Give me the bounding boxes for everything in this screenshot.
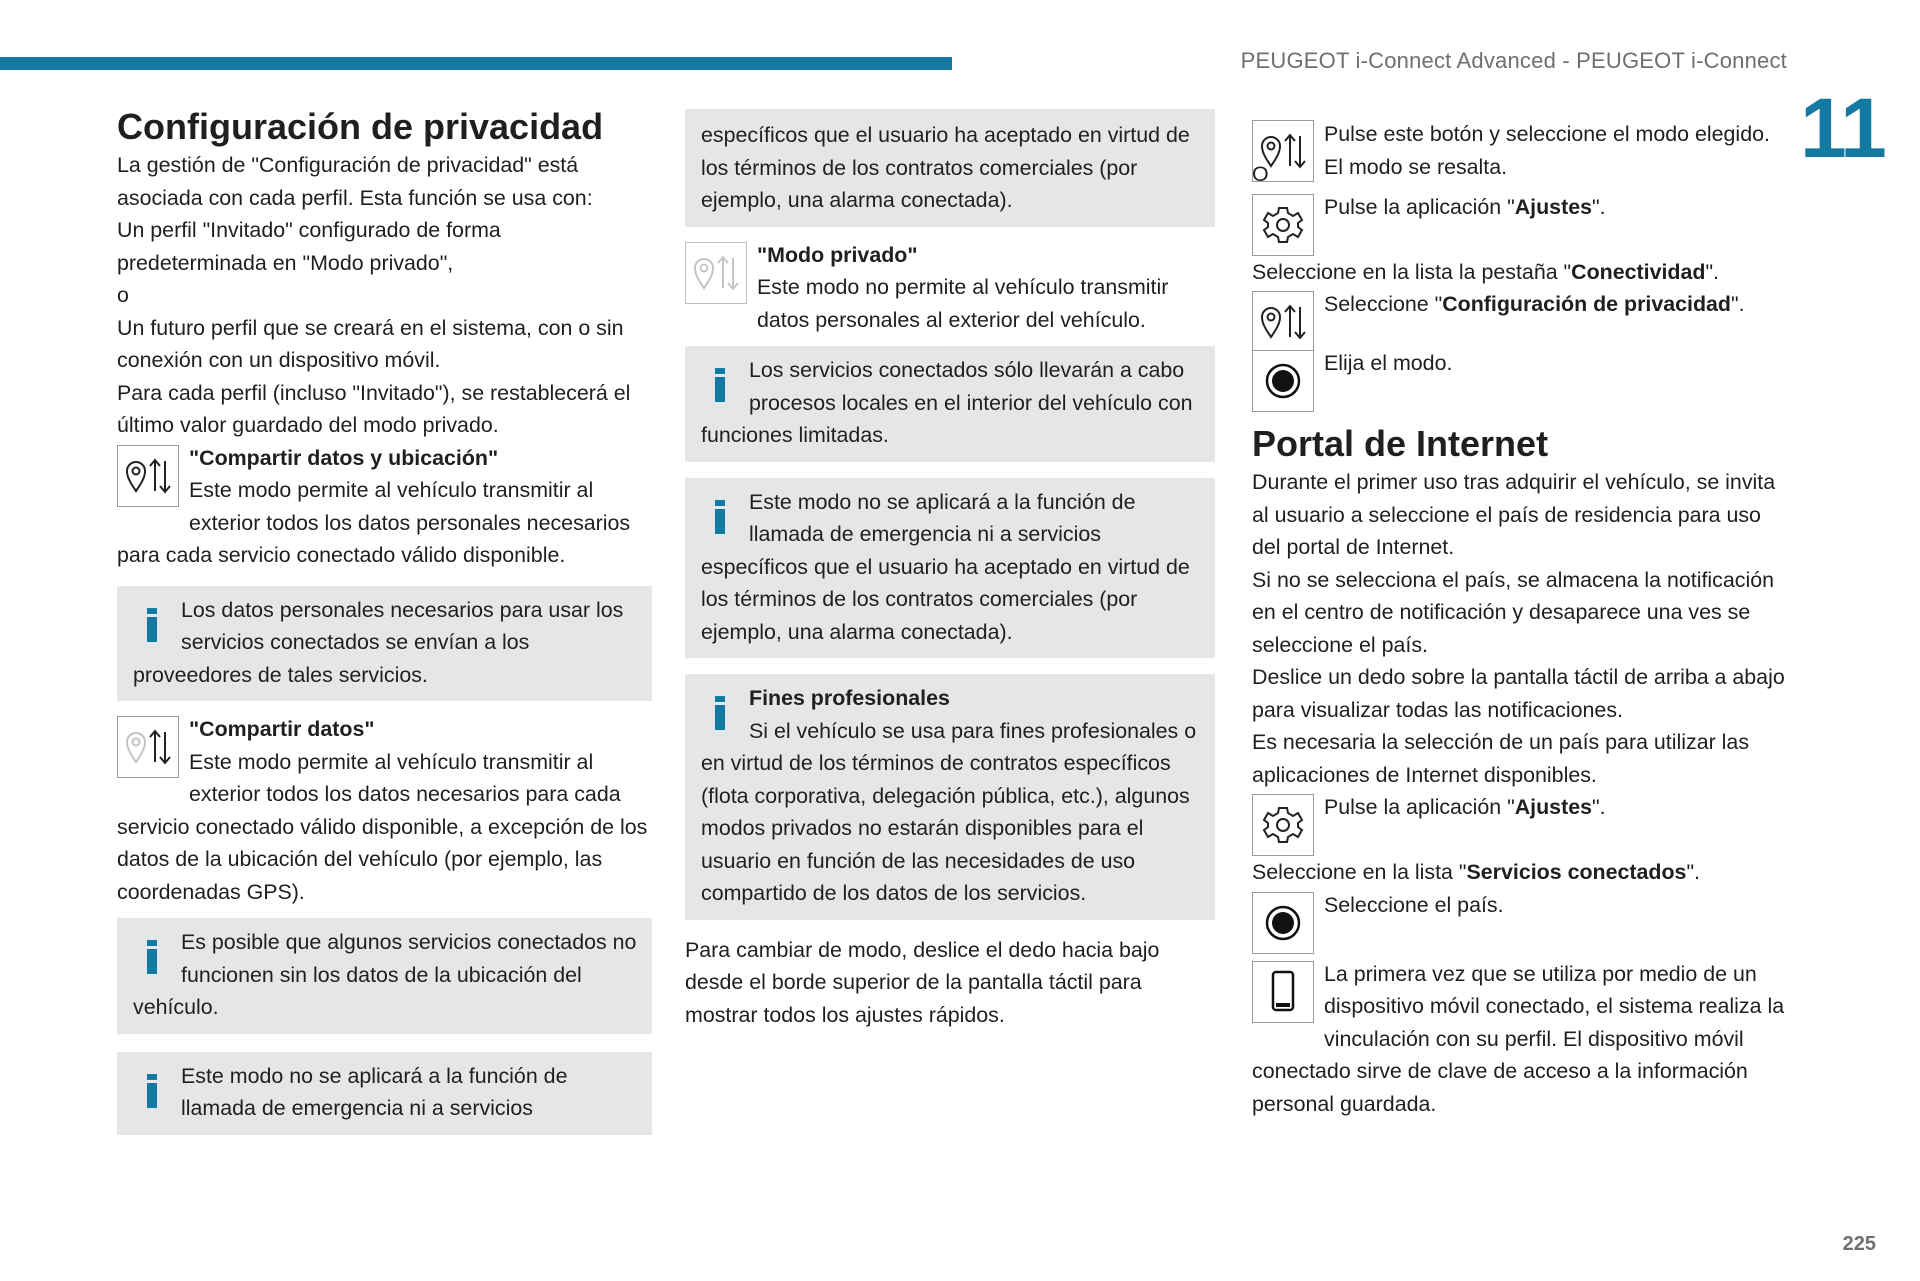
step-bold: Ajustes (1514, 795, 1592, 819)
change-mode-text: Para cambiar de modo, deslice el dedo hacia bajo desde el borde superior de la pantalla táctil para mostrar todos los ajustes rápidos. (685, 937, 1160, 1027)
mobile-text: La primera vez que se utiliza por medio de un dispositivo móvil conectado, el sistema realiza la vinculación con su perfil. El dispositivo móvil conectado sirve de clave de acceso a la información personal guardada. (1252, 961, 1785, 1116)
info-text: específicos que el usuario ha aceptado en virtud de los términos de los contratos comerciales (por ejemplo, una alarma conectada). (701, 123, 1190, 212)
info-icon (701, 682, 749, 732)
header-title: PEUGEOT i-Connect Advanced - PEUGEOT i-Connect (1240, 48, 1787, 73)
step-text: Elija el modo. (1324, 351, 1453, 375)
intro-guest-profile: Un perfil "Invitado" configurado de forma predeterminada en "Modo privado", (117, 218, 501, 275)
step-bold: Ajustes (1514, 194, 1592, 219)
private-mode-icon (685, 242, 747, 304)
info-box (117, 918, 652, 1034)
section-heading-portal: Portal de Internet (1252, 423, 1549, 464)
info-icon (701, 354, 749, 404)
info-box (685, 346, 1215, 462)
portal-paragraph: Deslice un dedo sobre la pantalla táctil de arriba a abajo para visualizar todas las notificaciones. (1252, 665, 1785, 722)
smartphone-icon (1252, 961, 1314, 1023)
intro-or: o (117, 283, 129, 307)
step-text-end: ". (1731, 292, 1745, 316)
share-data-block (117, 713, 652, 908)
step-text: Pulse este botón y seleccione el modo elegido. El modo se resalta. (1324, 122, 1770, 179)
column-2 (685, 109, 1215, 1031)
share-data-title: "Compartir datos" (189, 717, 375, 741)
info-text: Este modo no se aplicará a la función de llamada de emergencia ni a servicios (181, 1063, 568, 1120)
gear-icon (1252, 794, 1314, 856)
info-box-professional (685, 674, 1215, 920)
info-icon (133, 1060, 181, 1110)
chapter-number: 11 (1800, 81, 1885, 175)
intro-future-profile: Un futuro perfil que se creará en el sistema, con o sin conexión con un dispositivo móvil. (117, 315, 624, 372)
portal-paragraph: Es necesaria la selección de un país para utilizar las aplicaciones de Internet disponibles. (1252, 730, 1750, 787)
info-text: Los servicios conectados sólo llevarán a cabo procesos locales en el interior del vehículo con funciones limitadas. (701, 358, 1193, 447)
header-accent-bar (0, 57, 952, 70)
step-bold: Conectividad (1571, 259, 1706, 284)
page-number: 225 (1842, 1233, 1876, 1255)
intro-paragraph: La gestión de "Configuración de privacidad" está asociada con cada perfil. Esta función se usa con: (117, 153, 593, 210)
step-text-end: ". (1592, 795, 1606, 819)
radio-selected-icon (1252, 350, 1314, 412)
or-text: O (1252, 162, 1269, 186)
location-share-icon (117, 445, 179, 507)
radio-selected-icon (1252, 892, 1314, 954)
info-text: Los datos personales necesarios para usar los servicios conectados se envían a los proveedores de tales servicios. (133, 597, 624, 687)
info-text: Es posible que algunos servicios conectados no funcionen sin los datos de la ubicación del vehículo. (133, 930, 637, 1019)
private-mode-text: Este modo no permite al vehículo transmitir datos personales al exterior del vehículo. (757, 275, 1169, 332)
step-choose-mode (1252, 347, 1792, 416)
info-icon (133, 594, 181, 644)
portal-paragraph: Durante el primer uso tras adquirir el vehículo, se invita al usuario a seleccione el país de residencia para uso del portal de Internet. (1252, 470, 1776, 559)
professional-text: Si el vehículo se usa para fines profesionales o en virtud de los términos de contratos específicos (flota corporativa, delegación pública, etc.), algunos modos privados no estarán disponibles para el usuario en función de las necesidades de uso compartido de los datos de los servicios. (701, 718, 1197, 905)
privacy-config-icon (1252, 291, 1314, 353)
step-settings-app-2 (1252, 791, 1792, 860)
column-3 (1252, 118, 1792, 1120)
step-text: Pulse la aplicación " (1324, 795, 1515, 819)
info-icon (133, 926, 181, 976)
step-text-end: ". (1686, 860, 1700, 884)
portal-paragraph: Si no se selecciona el país, se almacena la notificación en el centro de notificación y desaparece una ves se seleccione el país. (1252, 567, 1774, 657)
step-text: Seleccione en la lista " (1252, 860, 1467, 884)
step-text: Seleccione en la lista la pestaña " (1252, 259, 1572, 284)
share-data-icon (117, 716, 179, 778)
info-icon (701, 486, 749, 536)
share-location-block (117, 442, 652, 572)
gear-icon (1252, 194, 1314, 256)
share-location-text: Este modo permite al vehículo transmitir al exterior todos los datos personales necesarios para cada servicio conectado válido disponible. (117, 478, 631, 567)
info-box (117, 1052, 652, 1135)
intro-restore: Para cada perfil (incluso "Invitado"), se restablecerá el último valor guardado del modo privado. (117, 380, 631, 437)
info-box (117, 586, 652, 702)
step-text-end: ". (1592, 194, 1606, 219)
share-data-text: Este modo permite al vehículo transmitir al exterior todos los datos necesarios para cada servicio conectado válido disponible, a excepción de los datos de la ubicación del vehículo (por ejemplo, las coordenadas GPS). (117, 749, 648, 904)
step-text-end: ". (1705, 259, 1720, 284)
private-mode-block (685, 239, 1215, 337)
step-select-country (1252, 889, 1792, 958)
step-bold: Servicios conectados (1466, 860, 1687, 884)
step-text: Seleccione el país. (1324, 892, 1504, 917)
info-box (685, 478, 1215, 659)
info-text: Este modo no se aplicará a la función de llamada de emergencia ni a servicios específicos que el usuario ha aceptado en virtud de los términos de los contratos comerciales (por ejemplo, una alarma conectada). (701, 489, 1190, 644)
info-box-continued (685, 109, 1215, 227)
share-location-title: "Compartir datos y ubicación" (189, 445, 499, 470)
column-1 (117, 105, 652, 1147)
section-heading-privacy: Configuración de privacidad (117, 106, 604, 147)
step-text: Pulse la aplicación " (1324, 194, 1515, 219)
private-mode-title: "Modo privado" (757, 242, 918, 267)
step-bold: Configuración de privacidad (1442, 292, 1732, 316)
step-text: Seleccione " (1324, 292, 1443, 316)
mobile-device-block (1252, 958, 1792, 1121)
step-settings-app (1252, 191, 1792, 260)
professional-title: Fines profesionales (749, 686, 950, 710)
